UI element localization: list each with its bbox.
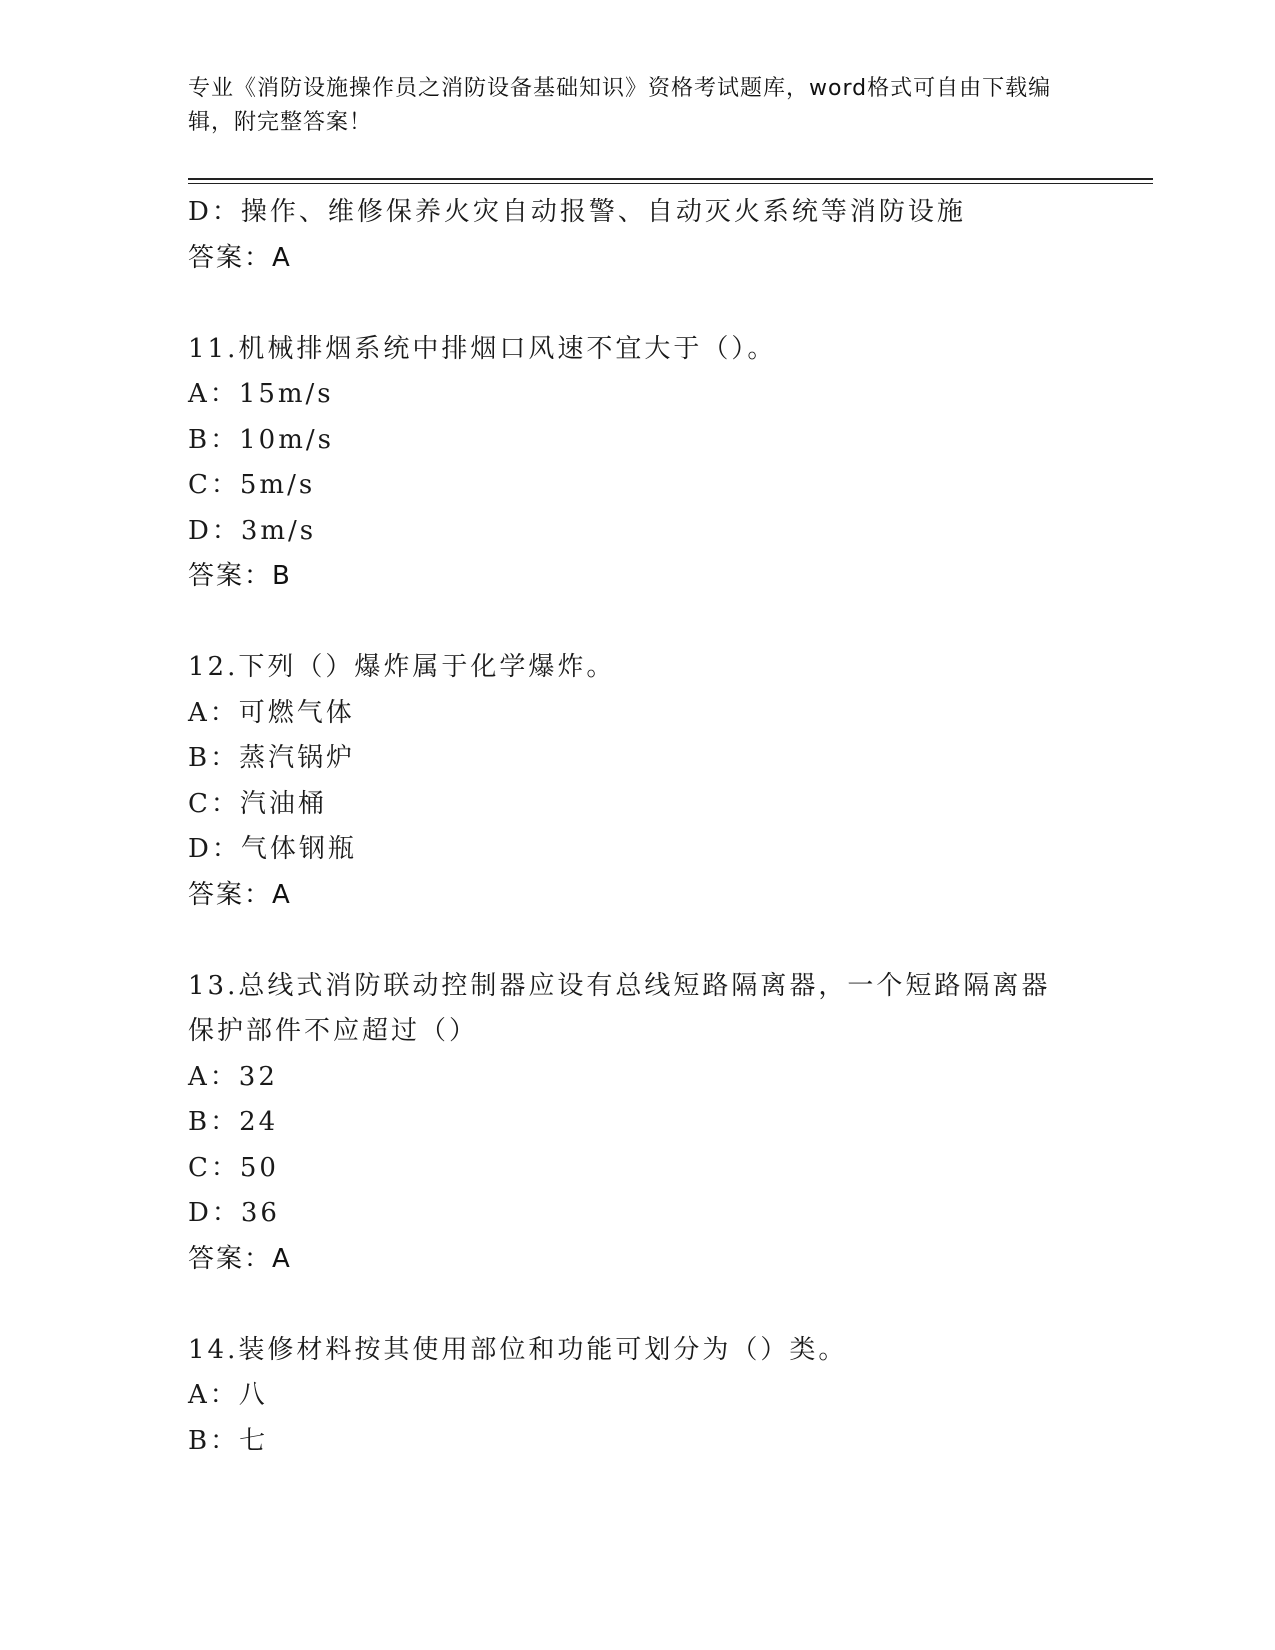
option-b: B：七 xyxy=(188,1425,269,1456)
question-content xyxy=(188,190,1088,1464)
spacer xyxy=(188,1282,1088,1328)
answer: 答案：B xyxy=(188,561,292,591)
question-stem: 11.机械排烟系统中排烟口风速不宜大于（）。 xyxy=(188,333,777,364)
question-12 xyxy=(188,645,1088,918)
question-stem: 12.下列（）爆炸属于化学爆炸。 xyxy=(188,652,616,682)
option-c: C：5m/s xyxy=(188,470,316,500)
answer: 答案：A xyxy=(188,1243,292,1274)
option-b: B：10m/s xyxy=(188,424,334,455)
option-b: B：24 xyxy=(188,1107,279,1137)
option-a: A：可燃气体 xyxy=(188,697,355,728)
question-13 xyxy=(188,964,1088,1283)
spacer xyxy=(188,281,1088,327)
option-d: D：3m/s xyxy=(188,515,317,546)
document-header: 专业《消防设施操作员之消防设备基础知识》资格考试题库，word格式可自由下载编辑，附完整答案！ xyxy=(188,76,1052,135)
spacer xyxy=(188,600,1088,646)
header-divider-thick xyxy=(188,178,1153,180)
question-stem: 14.装修材料按其使用部位和功能可划分为（）类。 xyxy=(188,1334,848,1365)
option-a: A：32 xyxy=(188,1061,278,1092)
option-c: C：汽油桶 xyxy=(188,788,327,819)
question-stem: 13.总线式消防联动控制器应设有总线短路隔离器，一个短路隔离器保护部件不应超过（） xyxy=(188,970,1051,1046)
spacer xyxy=(188,918,1088,964)
answer: 答案：A xyxy=(188,879,292,910)
question-11 xyxy=(188,327,1088,600)
header-divider-thin xyxy=(188,183,1153,184)
option-d: D：36 xyxy=(188,1198,280,1228)
option-a: A：15m/s xyxy=(188,379,334,409)
question-14 xyxy=(188,1328,1088,1465)
option-a: A：八 xyxy=(188,1380,268,1410)
option-c: C：50 xyxy=(188,1152,279,1183)
option-b: B：蒸汽锅炉 xyxy=(188,743,356,773)
option-d: D：操作、维修保养火灾自动报警、自动灭火系统等消防设施 xyxy=(188,197,966,227)
answer: 答案：A xyxy=(188,242,292,273)
option-d: D：气体钢瓶 xyxy=(188,834,357,864)
